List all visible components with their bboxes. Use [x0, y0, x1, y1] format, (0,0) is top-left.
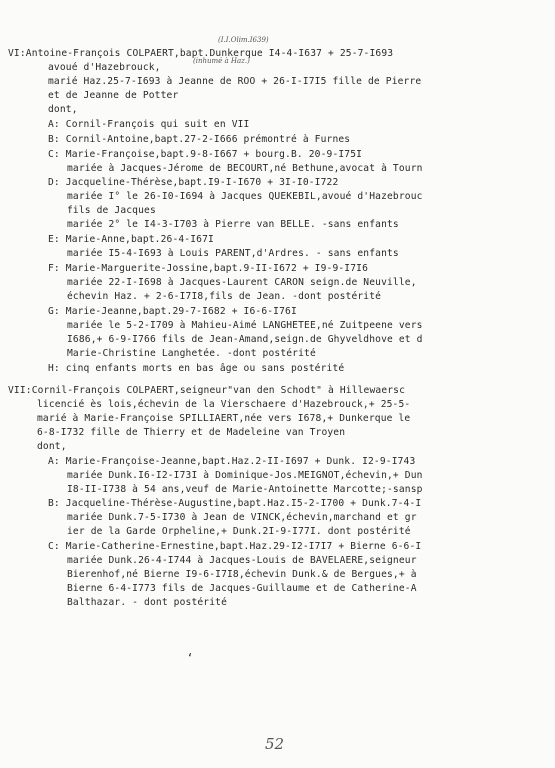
page-number: 52 [265, 735, 285, 753]
text-line: et de Jeanne de Potter [48, 90, 179, 101]
text-line: mariée le 5-2-I709 à Mahieu-Aimé LANGHETEE,né Zuitpeene vers [67, 320, 423, 331]
text-line: B: Cornil-Antoine,bapt.27-2-I666 prémontré à Furnes [48, 134, 351, 145]
text-line: Balthazar. - dont postérité [67, 597, 227, 608]
text-line: Bierenhof,né Bierne I9-6-I7I8,échevin Dunk.& de Bergues,+ à [67, 569, 417, 580]
text-line: mariée Dunk.26-4-I744 à Jacques-Louis de BAVELAERE,seigneur [67, 555, 417, 566]
text-line: G: Marie-Jeanne,bapt.29-7-I682 + I6-6-I76I [48, 306, 297, 317]
text-line: mariée I° le 26-I0-I694 à Jacques QUEKEBIL,avoué d'Hazebrouc [67, 191, 423, 202]
text-line: 6-8-I732 fille de Thierry et de Madeleine van Troyen [37, 427, 346, 438]
text-line: marié Haz.25-7-I693 à Jeanne de ROO + 26-I-I7I5 fille de Pierre [48, 76, 422, 87]
handwritten-note: (inhumé à Haz.) [193, 57, 250, 65]
text-line: Bierne 6-4-I773 fils de Jacques-Guillaume et de Catherine-A [67, 583, 417, 594]
text-line: VI:Antoine-François COLPAERT,bapt.Dunkerque I4-4-I637 + 25-7-I693 [8, 48, 394, 59]
text-line: C: Marie-Françoise,bapt.9-8-I667 + bourg.B. 20-9-I75I [48, 149, 363, 160]
text-line: C: Marie-Catherine-Ernestine,bapt.Haz.29-I2-I7I7 + Bierne 6-6-I [48, 541, 422, 552]
text-line: licencié ès lois,échevin de la Vierschaere d'Hazebrouck,+ 25-5- [37, 399, 411, 410]
text-line: H: cinq enfants morts en bas âge ou sans postérité [48, 363, 345, 374]
text-line: échevin Haz. + 2-6-I7I8,fils de Jean. -dont postérité [67, 291, 382, 302]
text-line: mariée Dunk.I6-I2-I73I à Dominique-Jos.MEIGNOT,échevin,+ Dun [67, 470, 423, 481]
text-line: E: Marie-Anne,bapt.26-4-I67I [48, 234, 214, 245]
text-line: marié à Marie-Françoise SPILLIAERT,née vers I678,+ Dunkerque le [37, 413, 411, 424]
text-line: D: Jacqueline-Thérèse,bapt.I9-I-I670 + 3I-I0-I722 [48, 177, 339, 188]
text-line: fils de Jacques [67, 205, 156, 216]
text-line: Marie-Christine Langhetée. -dont postérité [67, 348, 316, 359]
text-line: F: Marie-Marguerite-Jossine,bapt.9-II-I672 + I9-9-I7I6 [48, 263, 368, 274]
text-line: mariée 22-I-I698 à Jacques-Laurent CARON seign.de Neuville, [67, 277, 417, 288]
text-line: A: Marie-Françoise-Jeanne,bapt.Haz.2-II-I697 + Dunk. I2-9-I743 [48, 456, 416, 467]
text-line: I686,+ 6-9-I766 fils de Jean-Amand,seign.de Ghyveldhove et d [67, 334, 423, 345]
text-line: A: Cornil-François qui suit en VII [48, 119, 250, 130]
text-line: VII:Cornil-François COLPAERT,seigneur"van den Schodt" à Hillewaersc [8, 385, 406, 396]
text-line: dont, [48, 104, 78, 115]
text-line: ier de la Garde Orpheline,+ Dunk.2I-9-I77I. dont postérité [67, 526, 411, 537]
text-line: avoué d'Hazebrouck, [48, 62, 161, 73]
text-line: mariée 2° le I4-3-I703 à Pierre van BELLE. -sans enfants [67, 219, 399, 230]
handwritten-note: (I.I.Olim.I639) [218, 36, 269, 44]
stray-mark: ‘ [188, 652, 193, 667]
text-line: mariée Dunk.7-5-I730 à Jean de VINCK,échevin,marchand et gr [67, 512, 417, 523]
text-line: B: Jacqueline-Thérèse-Augustine,bapt.Haz.I5-2-I700 + Dunk.7-4-I [48, 498, 422, 509]
text-line: dont, [37, 441, 67, 452]
text-line: mariée I5-4-I693 à Louis PARENT,d'Ardres. - sans enfants [67, 248, 399, 259]
text-line: I8-II-I738 à 54 ans,veuf de Marie-Antoinette Marcotte;-sansp [67, 484, 423, 495]
text-line: mariée à Jacques-Jérome de BECOURT,né Bethune,avocat à Tourn [67, 163, 423, 174]
